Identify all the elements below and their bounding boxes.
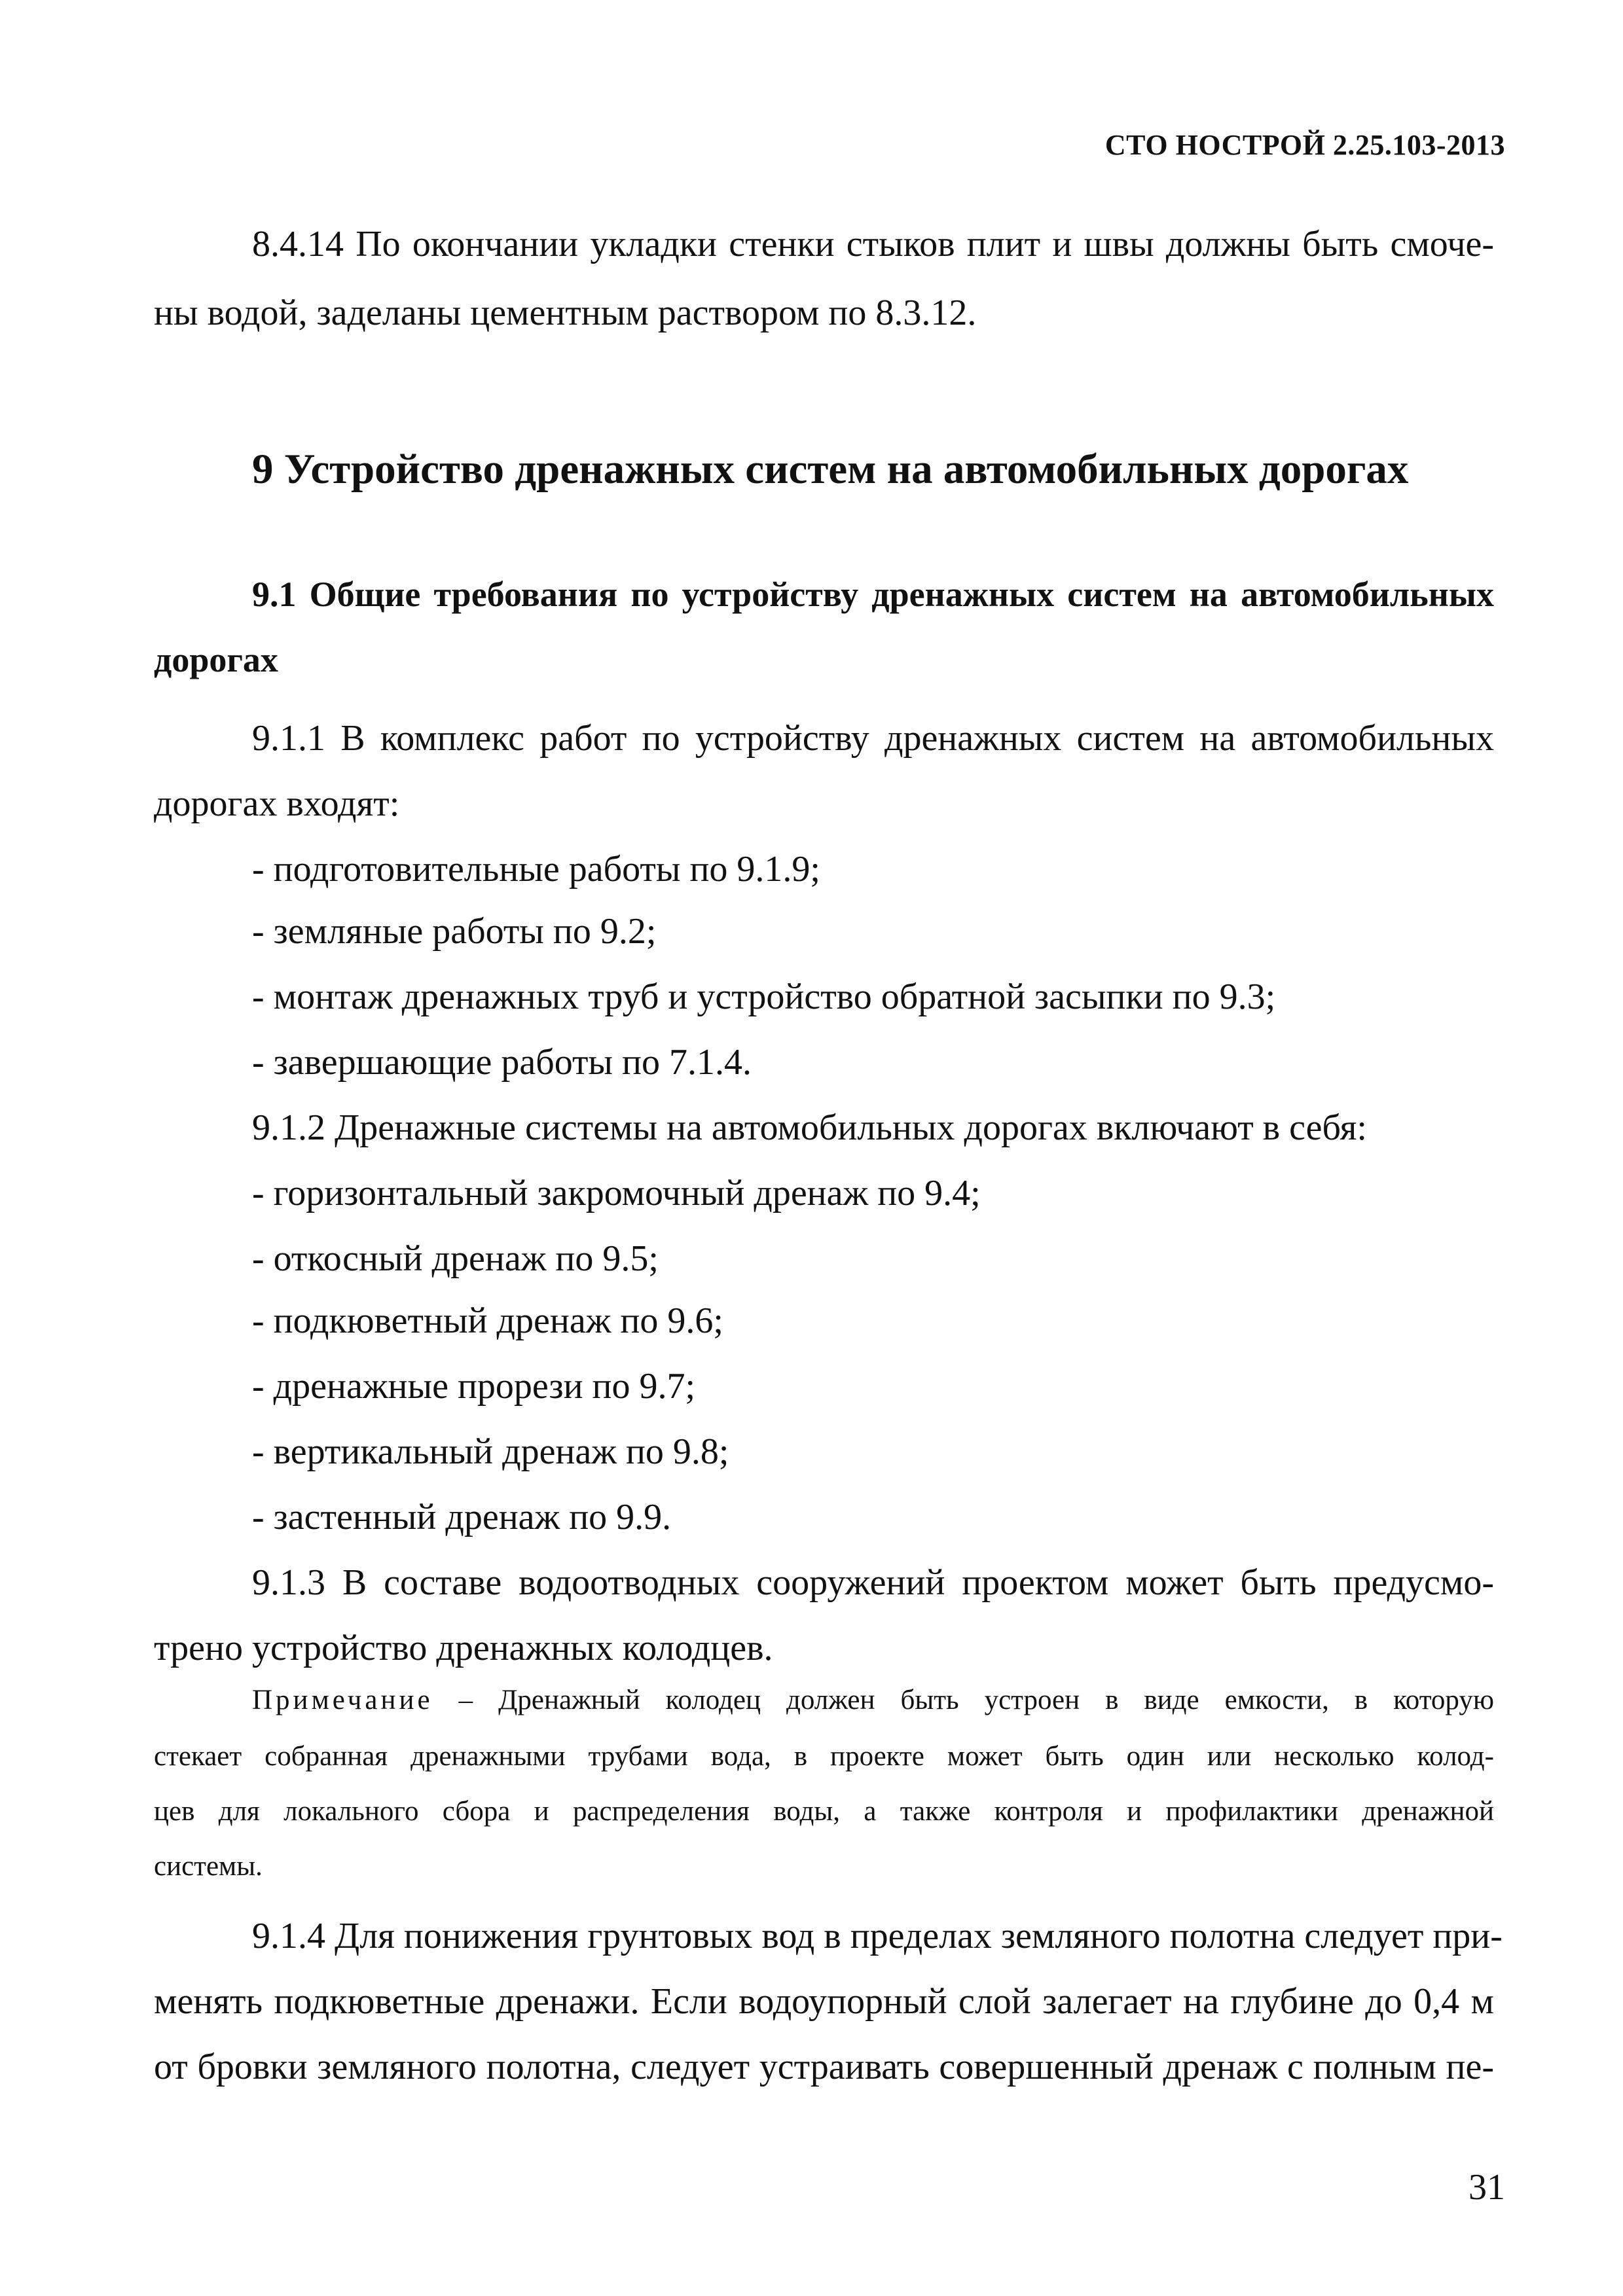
subsection-9-1-heading-line-2: дорогах [154,640,278,679]
paragraph-9-1-4-line-2: менять подкюветные дренажи. Если водоупорный слой залегает на глубине до 0,4 м [154,1981,1494,2022]
list-item: - дренажные прорези по 9.7; [252,1366,696,1407]
note-line-1 [252,1683,1494,1717]
section-9-heading: 9 Устройство дренажных систем на автомобильных дорогах [252,446,1409,493]
paragraph-8-4-14-line-2: ны водой, заделаны цементным раствором по 8.3.12. [154,293,977,333]
paragraph-9-1-3-line-1: 9.1.3 В составе водоотводных сооружений проектом может быть предусмо- [252,1562,1494,1603]
paragraph-9-1-1-line-2: дорогах входят: [154,783,400,824]
document-code-header: СТО НОСТРОЙ 2.25.103-2013 [1104,129,1505,161]
paragraph-9-1-2-line-1: 9.1.2 Дренажные системы на автомобильных дорогах включают в себя: [252,1107,1367,1148]
note-line-4: системы. [154,1851,263,1882]
paragraph-9-1-4-line-1: 9.1.4 Для понижения грунтовых вод в пределах земляного полотна следует при- [252,1916,1503,1956]
list-item: - застенный дренаж по 9.9. [252,1497,672,1537]
list-item: - горизонтальный закромочный дренаж по 9.4; [252,1173,981,1213]
note-line-1-text: – Дренажный колодец должен быть устроен в виде емкости, в которую [433,1685,1494,1715]
list-item: - монтаж дренажных труб и устройство обратной засыпки по 9.3; [252,977,1276,1017]
paragraph-9-1-1-line-1: 9.1.1 В комплекс работ по устройству дренажных систем на автомобильных [252,718,1494,759]
list-item: - подкюветный дренаж по 9.6; [252,1300,723,1341]
list-item: - откосный дренаж по 9.5; [252,1238,659,1279]
list-item: - завершающие работы по 7.1.4. [252,1042,752,1083]
note-label: Примечание [252,1685,433,1715]
list-item: - подготовительные работы по 9.1.9; [252,849,820,889]
paragraph-9-1-3-line-2: трено устройство дренажных колодцев. [154,1628,773,1668]
list-item: - земляные работы по 9.2; [252,911,657,952]
list-item: - вертикальный дренаж по 9.8; [252,1431,729,1472]
paragraph-8-4-14-line-1: 8.4.14 По окончании укладки стенки стыков плит и швы должны быть смоче- [252,224,1494,264]
note-line-2: стекает собранная дренажными трубами вода, в проекте может быть один или несколько колод- [154,1741,1494,1772]
note-line-3: цев для локального сбора и распределения воды, а также контроля и профилактики дренажной [154,1796,1494,1827]
paragraph-9-1-4-line-3: от бровки земляного полотна, следует устраивать совершенный дренаж с полным пе- [154,2047,1494,2087]
subsection-9-1-heading-line-1: 9.1 Общие требования по устройству дренажных систем на автомобильных [252,575,1494,614]
page-number: 31 [1468,2167,1505,2208]
